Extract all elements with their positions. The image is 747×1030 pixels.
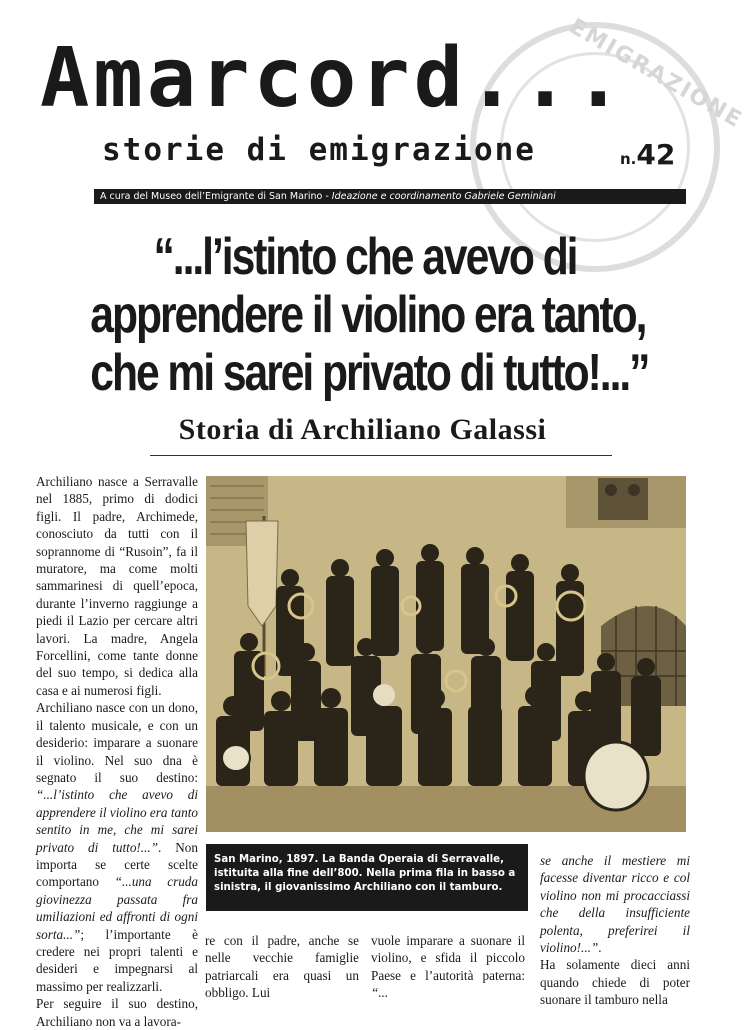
- col-b-text: re con il padre, anche se nelle vecchie famiglie patriarcali era quasi un obbligo. Lui: [205, 933, 359, 1001]
- credit-bar: [94, 189, 686, 204]
- p2-quote-2: “...una cruda giovinezza passata fra umiliazioni ed affronti di ogni sorta...”: [36, 874, 198, 942]
- col-c-text: [371, 932, 525, 1002]
- paragraph-2: [36, 699, 198, 995]
- headline-line-2: apprendere il violino era tanto,: [90, 286, 646, 344]
- p2-text-b: . Non importa se certe scelte comportano: [36, 839, 198, 890]
- col-c-text-a: vuole imparare a suonare il violino, e sfida il piccolo Paese e l’autorità paterna:: [371, 933, 525, 983]
- photo-banner: [246, 521, 278, 626]
- credit-italic: Ideazione e coordinamento Gabriele Geminiani: [331, 191, 556, 202]
- band-photo-drawing: [206, 476, 686, 832]
- right-quote-text: se anche il mestiere mi facesse diventar ricco e col violino non mi procacciassi che della insufficiente polenta, preferirei il violino!...”: [540, 853, 690, 956]
- masthead-title: Amarcord...: [40, 31, 628, 126]
- article-column-b: [205, 932, 359, 1002]
- paragraph-3: Per seguire il suo destino, Archiliano non va a lavora-: [36, 996, 198, 1029]
- subheadline: Storia di Archiliano Galassi: [178, 413, 547, 446]
- p2-quote: “...l’istinto che avevo di apprendere il violino era tanto sentito in me, che mi sarei privato di tutto!...”: [36, 787, 198, 855]
- right-paragraph-2: Ha solamente dieci anni quando chiede di poter suonare il tamburo nella: [540, 957, 690, 1008]
- title-rule: [150, 455, 612, 456]
- issue-number-value: 42: [636, 138, 676, 171]
- col-c-quote: “...: [371, 985, 389, 1001]
- photo-caption: San Marino, 1897. La Banda Operaia di Serravalle, istituita alla fine dell’800. Nella prima fila in basso a sinistra, il giovanissimo Archiliano con il tamburo.: [206, 844, 528, 911]
- right-quote-end: .: [598, 940, 602, 956]
- issue-number: [620, 138, 675, 171]
- article-column-right: [540, 852, 690, 1009]
- photo-window-face-1: [605, 484, 617, 496]
- headline: [90, 228, 649, 402]
- right-quote: [540, 852, 690, 956]
- photo-small-drum: [222, 745, 250, 771]
- stamp-text: EMIGRAZIONE: [565, 14, 747, 134]
- photo-elder-head: [373, 684, 395, 706]
- photo-window-people: [598, 478, 648, 520]
- paragraph-1: Archiliano nasce a Serravalle nel 1885, primo di dodici figli. Il padre, Archimede, conosciuto da tutti con il soprannome di “Rusoin”, fa il muratore, ma come molti sammarinesi di quell’epoca, durante l’inverno raggiunge a piedi il Lazio per cercare altri lavori. La madre, Angela Forcellini, come tante donne del suo tempo, si dedica alla casa e ai numerosi figli.: [36, 474, 198, 698]
- headline-line-1: “...l’istinto che avevo di: [153, 228, 577, 286]
- photo-elder-body: [366, 706, 402, 786]
- band-photo: [206, 476, 686, 832]
- p2-text-a: Archiliano nasce con un dono, il talento musicale, e con un desiderio: imparare a suonare il violino. Nel suo dna è segnato il suo destino:: [36, 700, 198, 785]
- masthead-subtitle: storie di emigrazione: [102, 132, 536, 168]
- article-column-left: [36, 473, 198, 1030]
- photo-bass-drum: [584, 742, 648, 810]
- credit-text: A cura del Museo dell’Emigrante di San Marino -: [100, 191, 332, 202]
- article-column-c: [371, 932, 525, 1002]
- p2-text-c: ; l’importante è credere nei propri talenti e desideri e impegnarsi al massimo per realizzarli.: [36, 926, 198, 994]
- issue-prefix: n.: [620, 150, 637, 168]
- headline-line-3: che mi sarei privato di tutto!...”: [90, 344, 649, 402]
- photo-window-face-2: [628, 484, 640, 496]
